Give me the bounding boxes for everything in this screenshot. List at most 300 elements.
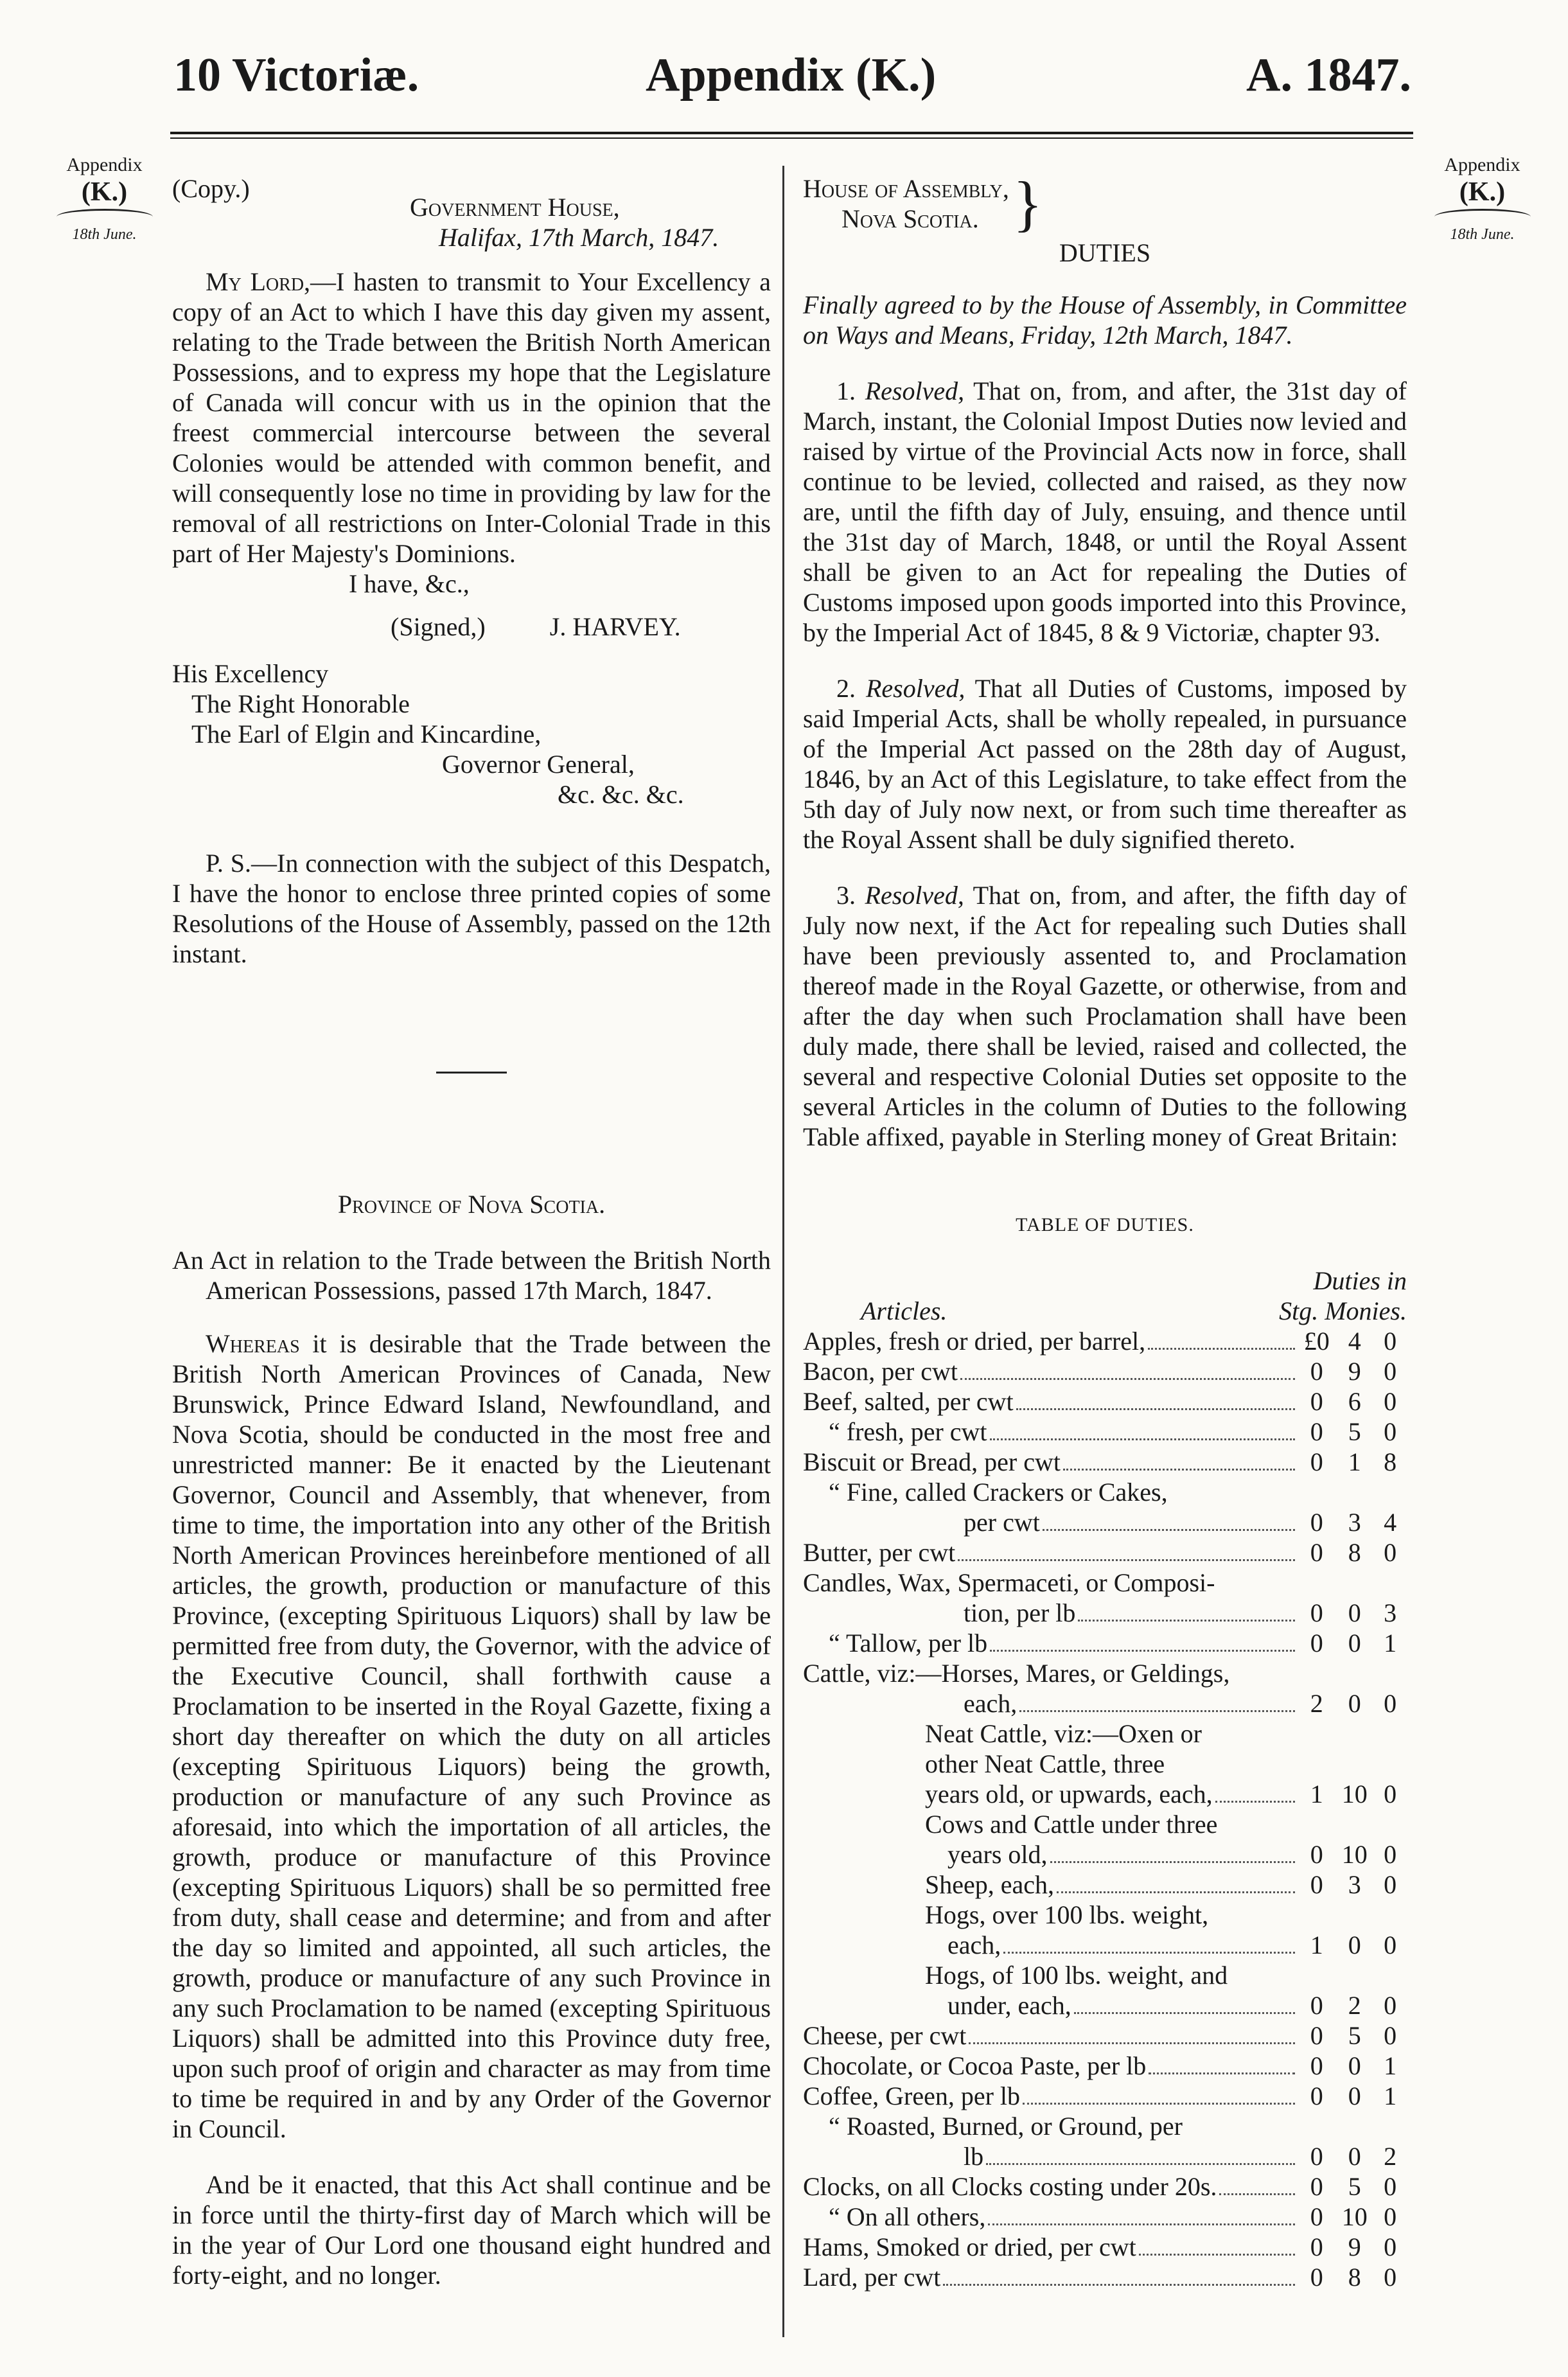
addressee-line: The Earl of Elgin and Kincardine, [191,720,542,748]
duty-article-cell [803,1658,1298,1688]
duty-row [803,1417,1407,1447]
duty-amount-d [1373,2111,1407,2141]
duty-amount-s: 0 [1348,2081,1361,2110]
duty-amount-l: 0 [1310,1387,1323,1416]
duty-article-text: Sheep, each, [925,1870,1055,1899]
whereas-text: it is desirable that the Trade between the British North American Provinces of Canada, New Brunswick, Prince Edward Island, Newfoundland, and Nova Scotia, should be conducted in the most free and unrestricted manner: Be it enacted by the Lieutenant Governor, Council and Assembly, that whenever, from time to time, the importation into any other of the British North American Provinces hereinbefore mentioned of all articles, the growth, production or manufacture of this Province, (excepting Spirituous Liquors) shall by law be permitted free from duty, the Governor, with the advice of the Executive Council, shall forthwith cause a Proclamation to be inserted in the Royal Gazette, fixing a short day thereafter on which the duty on all articles (excepting Spirituous Liquors) being the growth, production or manufacture of any such Province as aforesaid, into which the importation of all articles, the growth, produce or manufacture of this Province (excepting Spirituous Liquors) shall be so permitted free from duty, shall cease and determine; and from and after the day so limited and appointed, all such articles, the growth, produce or manufacture of any such Province in any such Proclamation to be named (excepting Spirituous Liquors) shall be admitted into this Province duty free, upon such proof of origin and character as may from time to time be required in and by any Order of the Governor in Council. [172,1329,771,2143]
duty-article-text: Apples, fresh or dried, per barrel, [803,1327,1146,1356]
duty-row [803,1447,1407,1477]
duty-amount-s: 5 [1348,2021,1361,2050]
duty-amount-s [1335,1658,1373,1688]
duty-article-text: Candles, Wax, Spermaceti, or Composi- [803,1568,1215,1597]
duty-article-cell [803,1930,1298,1960]
duty-amount-d: 0 [1384,1991,1397,2020]
duty-article-text: tion, per lb [964,1598,1076,1627]
duty-amount-l [1298,2111,1335,2141]
duty-article-text: each, [964,1689,1017,1718]
duty-article [803,1960,1298,1990]
leader-dots [1149,2072,1295,2074]
duty-amount-s: 10 [1341,2202,1368,2231]
duty-amount-l: 0 [1310,1991,1323,2020]
duty-article [803,1839,1298,1869]
duty-article-cell [803,2171,1298,2202]
margin-label: Appendix [1444,154,1520,175]
duty-amount-l: 0 [1310,1357,1323,1386]
resolution-num: 2. [836,674,856,703]
duty-amount-s [1335,2111,1373,2141]
signature-line [172,612,771,642]
duty-article-text: Bacon, per cwt [803,1357,958,1386]
duty-row [803,1598,1407,1628]
duty-amount-l: 0 [1310,2021,1323,2050]
duty-article [803,1809,1298,1839]
letter [172,173,771,969]
margin-note-left [35,154,173,243]
header-rule-top [170,132,1413,134]
house-heading [803,169,1407,238]
leader-dots [986,2163,1295,2165]
duty-article-cell [803,1507,1298,1537]
duty-amount-s: 8 [1348,1538,1361,1567]
duty-article-text: Butter, per cwt [803,1538,956,1567]
duties-heading: DUTIES [1059,238,1151,267]
section-divider [436,1072,507,1074]
leader-dots [1057,1891,1295,1893]
duty-row [803,2081,1407,2111]
duty-amount-s: 8 [1348,2263,1361,2292]
duty-article-cell [803,1447,1298,1477]
header-center: Appendix (K.) [646,49,937,102]
duty-article-cell [803,2081,1298,2111]
duty-row [803,1749,1407,1779]
duty-amount-d: 1 [1384,2081,1397,2110]
act-province: Province of Nova Scotia. [337,1190,606,1219]
duty-amount-l: 0 [1310,1447,1323,1476]
duty-amount-d: 0 [1384,1840,1397,1869]
addressee-line: Governor General, [442,750,635,779]
duty-amount-d [1373,1658,1407,1688]
resolution-1 [803,376,1407,648]
duty-amount-d [1373,1960,1407,1990]
duty-article-text: Cows and Cattle under three [925,1810,1218,1839]
duty-article-cell [803,1628,1298,1658]
duty-amount-l [1298,1960,1335,1990]
duty-amount-s: 3 [1348,1870,1361,1899]
brace [57,209,153,225]
duty-amount-d: 0 [1384,1870,1397,1899]
duty-article-cell [803,1688,1298,1719]
letter-text: —I hasten to transmit to Your Excellency a copy of an Act to which I have this day given my assent, relating to the Trade between the British North American Possessions, and to express my hope that the Legislature of Canada will concur with us in the opinion that the freest commercial intercourse between the several Colonies would be attended with common benefit, and will consequently lose no time in providing by law for the removal of all restrictions on Inter-Colonial Trade in this part of Her Majesty's Dominions. [172,267,771,568]
duty-amount-l [1298,1900,1335,1930]
duty-article-cell [803,2020,1298,2051]
duty-article-text: “ fresh, per cwt [829,1417,987,1446]
duty-article-text: Hams, Smoked or dried, per cwt [803,2232,1136,2261]
resolution-text: That all Duties of Customs, imposed by said Imperial Acts, shall be wholly repealed, in pursuance of the Imperial Act passed on the 28th day of August, 1846, by an Act of this Legislature, to take effect from the 5th day of July now next, or from such time thereafter as the Royal Assent shall be duly signified thereto. [803,674,1407,854]
duty-article-cell [803,1719,1298,1749]
duties-table [803,1326,1407,2292]
resolution-word: Resolved, [865,881,964,910]
leader-dots [1003,1952,1295,1954]
act [172,1189,771,2290]
act-whereas [172,1329,771,2144]
act-title: An Act in relation to the Trade between the British North American Possessions, passed 17th March, 1847. [172,1246,771,1305]
resolution-2 [803,673,1407,854]
margin-k: (K.) [1459,177,1506,207]
duty-amount-s: 5 [1348,1417,1361,1446]
duty-amount-l: 0 [1310,2051,1323,2080]
duty-amount-d [1373,1809,1407,1839]
duty-row [803,2111,1407,2141]
duty-amount-s: 0 [1348,1931,1361,1959]
duty-row [803,1900,1407,1930]
duty-amount-s: 0 [1348,1629,1361,1657]
leader-dots [1074,2012,1295,2014]
duty-row [803,1326,1407,1356]
resolution-num: 3. [836,881,856,910]
duty-article [803,2141,1298,2171]
addressee [172,658,771,809]
duty-article-text: each, [947,1931,1001,1959]
leader-dots [1215,1801,1296,1803]
duty-row [803,2262,1407,2292]
duty-article [803,2262,1298,2292]
house-name: House of Assembly, [803,174,1009,203]
duty-amount-l: 0 [1310,1840,1323,1869]
resolution-text: That on, from, and after, the 31st day of March, instant, the Colonial Impost Duties now levied and raised by virtue of the Provincial Acts now in force, shall continue to be levied, collected and raised, as they now are, until the fifth day of July, ensuing, and thence until the 31st day of March, 1848, or until the Royal Assent shall be given to an Act for repealing the Duties of Customs imposed upon goods imported into this Province, by the Imperial Act of 1845, 8 & 9 Victoriæ, chapter 93. [803,376,1407,647]
duty-row [803,1809,1407,1839]
duty-amount-d: 0 [1384,2263,1397,2292]
duty-row [803,1719,1407,1749]
duty-amount-l: 0 [1310,2081,1323,2110]
duty-article-text: Coffee, Green, per lb [803,2081,1021,2110]
duty-article [803,1628,1298,1658]
duty-amount-d [1373,1477,1407,1507]
addressee-line: His Excellency [172,659,329,688]
duty-amount-d: 0 [1384,1689,1397,1718]
duty-amount-l [1298,1658,1335,1688]
signed-note: (Signed,) [391,612,486,641]
margin-date: 18th June. [72,225,137,243]
margin-date: 18th June. [1450,225,1515,243]
duty-amount-s [1335,1568,1373,1598]
duty-amount-d: 0 [1384,1538,1397,1567]
duty-amount-s: 10 [1341,1780,1368,1808]
duty-article [803,2111,1298,2141]
duty-row [803,2141,1407,2171]
margin-label: Appendix [66,154,143,175]
leader-dots [1148,1348,1295,1350]
duty-amount-l: 0 [1310,1508,1323,1537]
duty-amount-l: £0 [1303,1327,1330,1356]
duty-article [803,1779,1298,1809]
duty-article [803,2232,1298,2262]
duty-amount-s [1335,1960,1373,1990]
duty-article [803,2202,1298,2232]
duty-amount-s: 4 [1348,1327,1361,1356]
duty-amount-d: 4 [1384,1508,1397,1537]
duty-row [803,1386,1407,1417]
duty-article-cell [803,1749,1298,1779]
duty-amount-d: 0 [1384,1357,1397,1386]
duty-amount-s: 0 [1348,1689,1361,1718]
duty-row [803,2232,1407,2262]
duty-row [803,1537,1407,1568]
duty-article-text: Hogs, over 100 lbs. weight, [925,1900,1209,1929]
margin-note-right [1416,154,1548,243]
salutation: My Lord, [206,267,311,296]
duty-row [803,1869,1407,1900]
duty-article [803,1990,1298,2020]
duty-article [803,1386,1298,1417]
duty-amount-d: 0 [1384,2202,1397,2231]
duty-row [803,1930,1407,1960]
duty-article-text: “ Fine, called Crackers or Cakes, [829,1478,1168,1507]
duty-amount-d [1373,1719,1407,1749]
duty-amount-l: 0 [1310,2263,1323,2292]
duty-amount-d: 0 [1384,1417,1397,1446]
duty-article [803,1356,1298,1386]
duty-amount-d: 3 [1384,1598,1397,1627]
leader-dots [1219,2193,1295,2195]
right-column [803,169,1407,2292]
duty-article-cell [803,1477,1298,1507]
duty-row [803,1628,1407,1658]
letter-date: Halifax, 17th March, 1847. [439,223,719,252]
duty-article [803,1900,1298,1930]
duty-amount-l: 1 [1310,1931,1323,1959]
duty-article-cell [803,2262,1298,2292]
duty-article-text: years old, [947,1840,1048,1869]
duty-amount-l: 0 [1310,2172,1323,2201]
leader-dots [1016,1408,1296,1410]
duty-article-text: Cattle, viz:—Horses, Mares, or Geldings, [803,1659,1230,1688]
duty-article-text: Hogs, of 100 lbs. weight, and [925,1961,1228,1990]
duty-article [803,1417,1298,1447]
header-rule-bottom [170,137,1413,139]
duties-intro: Finally agreed to by the House of Assembly, in Committee on Ways and Means, Friday, 12th March, 1847. [803,290,1407,349]
duty-article-text: per cwt [964,1508,1040,1537]
duty-article [803,1598,1298,1628]
duty-row [803,1688,1407,1719]
resolution-word: Resolved, [865,376,965,405]
leader-dots [1023,2103,1295,2105]
duty-article-text: Biscuit or Bread, per cwt [803,1447,1061,1476]
duty-article-cell [803,1568,1298,1598]
duty-amount-l: 0 [1310,1538,1323,1567]
duty-row [803,1356,1407,1386]
duty-amount-d: 0 [1384,2172,1397,2201]
resolution-num: 1. [836,376,856,405]
duty-amount-l: 0 [1310,2232,1323,2261]
header-right: A. 1847. [1246,49,1411,102]
duty-article-cell [803,2141,1298,2171]
leader-dots [943,2284,1295,2286]
duty-article-cell [803,1537,1298,1568]
duty-row [803,1507,1407,1537]
left-column [172,173,771,2290]
duty-amount-d: 0 [1384,2021,1397,2050]
leader-dots [1063,1469,1295,1471]
duty-article [803,1930,1298,1960]
duty-row [803,1960,1407,1990]
duty-amount-d: 1 [1384,1629,1397,1657]
duty-article [803,1477,1298,1507]
duty-amount-d: 8 [1384,1447,1397,1476]
duty-amount-d: 0 [1384,1387,1397,1416]
duty-article-text: other Neat Cattle, three [925,1749,1165,1778]
duty-article [803,1326,1298,1356]
addressee-line: The Right Honorable [191,689,410,718]
duty-article-text: “ Roasted, Burned, or Ground, per [829,2112,1183,2141]
duty-amount-s [1335,1477,1373,1507]
duty-amount-l: 0 [1310,1417,1323,1446]
duty-amount-s [1335,1900,1373,1930]
duty-amount-s [1335,1809,1373,1839]
duties-table-body [803,1326,1407,2292]
duty-article-cell [803,1839,1298,1869]
duty-amount-l [1298,1568,1335,1598]
duty-article-cell [803,1356,1298,1386]
leader-dots [1139,2254,1295,2256]
duty-article-cell [803,1598,1298,1628]
duty-row [803,2202,1407,2232]
letter-body [172,267,771,569]
leader-dots [1050,1861,1296,1863]
duty-article-text: years old, or upwards, each, [925,1780,1213,1808]
header-left: 10 Victoriæ. [173,49,419,102]
duty-article [803,2171,1298,2202]
duty-row [803,2051,1407,2081]
duty-article-text: Cheese, per cwt [803,2021,967,2050]
duty-amount-d: 0 [1384,1931,1397,1959]
duty-amount-s: 1 [1348,1447,1361,1476]
duty-row [803,1477,1407,1507]
col-duties-2: Stg. Monies. [1279,1296,1407,1325]
duty-article [803,1658,1298,1688]
duty-amount-s: 9 [1348,1357,1361,1386]
duty-article-cell [803,1869,1298,1900]
duty-amount-d: 0 [1384,1780,1397,1808]
duty-amount-l: 1 [1310,1780,1323,1808]
duty-article [803,2081,1298,2111]
duty-amount-l: 0 [1310,1870,1323,1899]
duty-amount-d [1373,1900,1407,1930]
duty-row [803,1779,1407,1809]
duty-amount-s: 0 [1348,2051,1361,2080]
resolution-3 [803,880,1407,1152]
house-province: Nova Scotia. [841,204,979,233]
duty-article-text: lb [964,2142,984,2171]
letter-place: Government House, [410,193,620,222]
duty-article [803,1507,1298,1537]
duty-amount-l [1298,1719,1335,1749]
duty-article-cell [803,1990,1298,2020]
duty-amount-l: 0 [1310,2202,1323,2231]
duty-article-cell [803,1809,1298,1839]
resolution-word: Resolved, [865,674,965,703]
signer: J. HARVEY. [549,612,681,641]
col-articles: Articles. [861,1296,947,1325]
duty-amount-l: 0 [1310,1629,1323,1657]
duty-amount-d: 0 [1384,1327,1397,1356]
postscript: P. S.—In connection with the subject of this Despatch, I have the honor to enclose three printed copies of some Resolutions of the House of Assembly, passed on the 12th instant. [172,849,771,968]
duty-article-cell [803,2232,1298,2262]
duty-amount-l [1298,1809,1335,1839]
duty-article-text: “ On all others, [829,2202,986,2231]
col-duties-1: Duties in [1313,1266,1407,1295]
duty-row [803,1658,1407,1688]
duty-article [803,1688,1298,1719]
duty-row [803,1839,1407,1869]
duty-article [803,1568,1298,1598]
leader-dots [1019,1710,1295,1712]
duty-article-cell [803,2202,1298,2232]
duty-amount-l: 2 [1310,1689,1323,1718]
duty-article [803,1537,1298,1568]
duty-amount-s: 3 [1348,1508,1361,1537]
duty-amount-s [1335,1749,1373,1779]
duty-amount-d: 1 [1384,2051,1397,2080]
duty-article-cell [803,1779,1298,1809]
duty-amount-l: 0 [1310,2142,1323,2171]
act-enacted: And be it enacted, that this Act shall continue and be in force until the thirty-first day of March which will be in the year of Our Lord one thousand eight hundred and forty-eight, and no longer. [172,2170,771,2290]
duty-article-cell [803,1417,1298,1447]
duty-article [803,1869,1298,1900]
copy-note: (Copy.) [172,174,250,203]
duty-article-cell [803,1900,1298,1930]
leader-dots [969,2042,1295,2044]
brace [1434,209,1531,225]
duty-amount-s: 6 [1348,1387,1361,1416]
duty-article-cell [803,1326,1298,1356]
resolution-text: That on, from, and after, the fifth day of July now next, if the Act for repealing such Duties shall have been previously assented to, and Proclamation thereof made in the Royal Gazette, or otherwise, from and after the day when such Proclamation shall have been duly made, there shall be levied, raised and collected, the several and respective Colonial Duties set opposite to the several Articles in the column of Duties to the following Table affixed, payable in Sterling money of Great Britain: [803,881,1407,1151]
duty-article-text: Chocolate, or Cocoa Paste, per lb [803,2051,1147,2080]
duty-article-text: Clocks, on all Clocks costing under 20s. [803,2172,1217,2201]
house-lines [803,173,1009,234]
duty-amount-l: 0 [1310,1598,1323,1627]
duty-amount-s: 0 [1348,1598,1361,1627]
duty-amount-s: 0 [1348,2142,1361,2171]
duty-amount-l [1298,1477,1335,1507]
column-divider [782,166,784,2337]
duty-article-text: Lard, per cwt [803,2263,941,2292]
duty-amount-d [1373,1749,1407,1779]
leader-dots [990,1650,1295,1652]
duty-amount-d [1373,1568,1407,1598]
duty-amount-s: 5 [1348,2172,1361,2201]
duty-article-cell [803,2111,1298,2141]
leader-dots [960,1378,1295,1380]
leader-dots [1078,1620,1295,1621]
leader-dots [988,2223,1295,2225]
duty-article-cell [803,1386,1298,1417]
duty-article-text: Beef, salted, per cwt [803,1387,1014,1416]
duty-article-text: under, each, [947,1991,1071,2020]
addressee-line: &c. &c. &c. [558,780,684,809]
duty-article-text: Neat Cattle, viz:—Oxen or [925,1719,1202,1748]
duty-amount-s: 9 [1348,2232,1361,2261]
duty-row [803,2171,1407,2202]
duty-article [803,2020,1298,2051]
duty-amount-s: 2 [1348,1991,1361,2020]
leader-dots [958,1559,1295,1561]
duty-amount-l [1298,1749,1335,1779]
duty-article-cell [803,1960,1298,1990]
duty-amount-d: 2 [1384,2142,1397,2171]
table-title: TABLE OF DUTIES. [1016,1214,1194,1235]
margin-k: (K.) [81,177,128,207]
duty-article [803,1719,1298,1749]
